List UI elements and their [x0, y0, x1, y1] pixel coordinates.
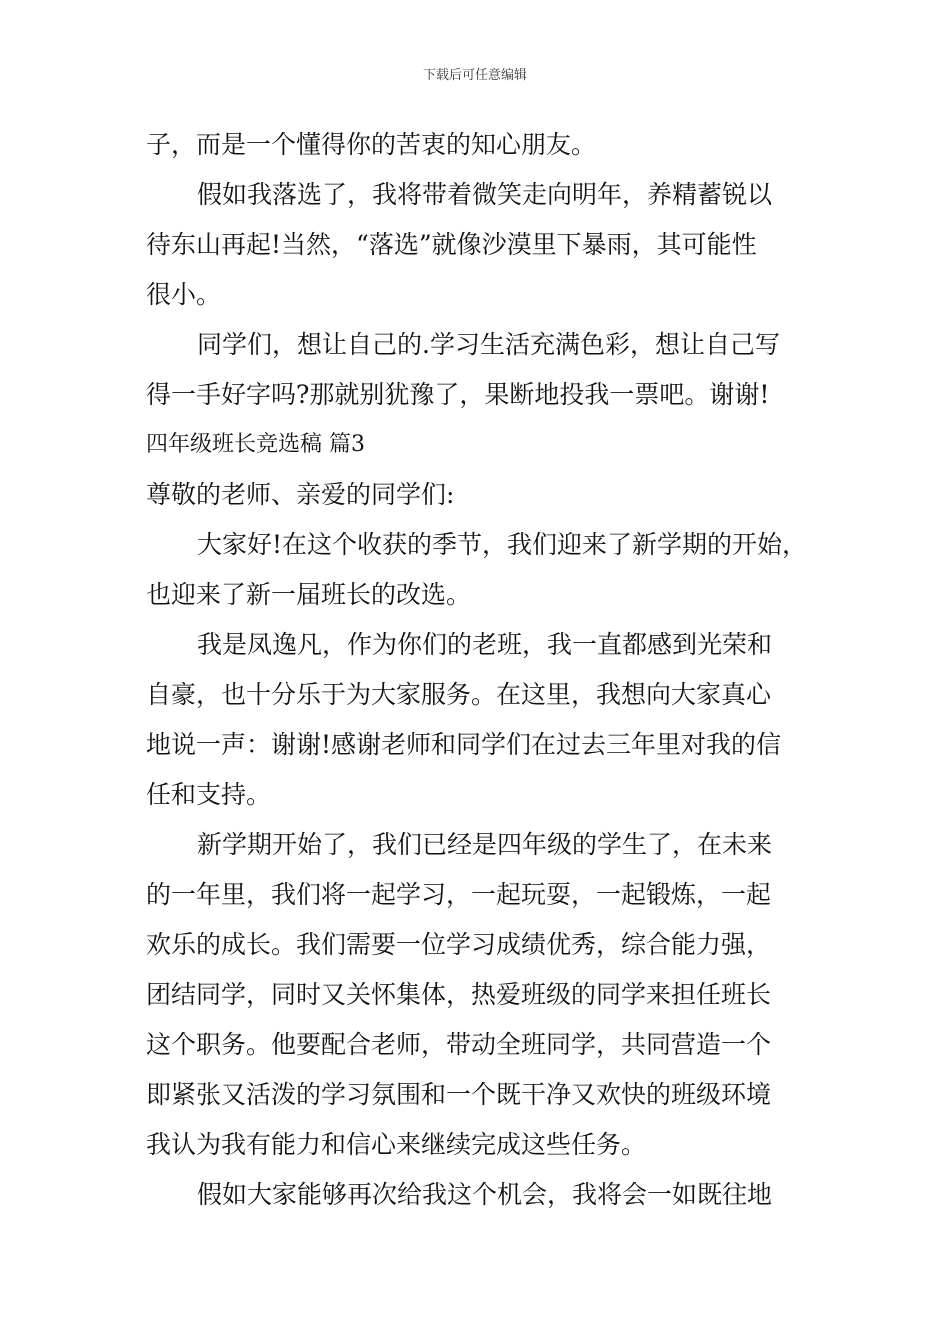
text-line: 地说一声：谢谢!感谢老师和同学们在过去三年里对我的信	[146, 730, 782, 759]
text-line: 我是凤逸凡，作为你们的老班，我一直都感到光荣和	[197, 630, 773, 659]
text-line: 任和支持。	[146, 780, 272, 809]
text-line: 子，而是一个懂得你的苦衷的知心朋友。	[146, 130, 597, 159]
text-line: 得一手好字吗?那就别犹豫了，果断地投我一票吧。谢谢!	[146, 380, 770, 409]
text-line: 假如大家能够再次给我这个机会，我将会一如既往地	[197, 1180, 773, 1209]
section-heading: 四年级班长竞选稿 篇3	[146, 432, 365, 457]
text-line: 新学期开始了，我们已经是四年级的学生了，在未来	[197, 830, 773, 859]
text-line: 很小。	[146, 280, 222, 309]
text-line: 待东山再起!当然，“落选”就像沙漠里下暴雨，其可能性	[146, 230, 757, 259]
text-line: 的一年里，我们将一起学习，一起玩耍，一起锻炼，一起	[146, 880, 772, 909]
text-line: 这个职务。他要配合老师，带动全班同学，共同营造一个	[146, 1030, 772, 1059]
text-line: 欢乐的成长。我们需要一位学习成绩优秀，综合能力强，	[146, 930, 772, 959]
text-line: 假如我落选了，我将带着微笑走向明年，养精蓄锐以	[197, 180, 773, 209]
text-line: 即紧张又活泼的学习氛围和一个既干净又欢快的班级环境	[146, 1080, 772, 1109]
text-line: 自豪，也十分乐于为大家服务。在这里，我想向大家真心	[146, 680, 772, 709]
salutation: 尊敬的老师、亲爱的同学们:	[146, 480, 455, 509]
text-line: 团结同学，同时又关怀集体，热爱班级的同学来担任班长	[146, 980, 772, 1009]
document-body	[146, 120, 816, 1220]
text-line: 大家好!在这个收获的季节，我们迎来了新学期的开始，	[197, 530, 808, 559]
text-line: 也迎来了新一届班长的改选。	[146, 580, 472, 609]
text-line: 同学们，想让自己的.学习生活充满色彩，想让自己写	[197, 330, 780, 359]
page-header: 下载后可任意编辑	[422, 68, 527, 83]
text-line: 我认为我有能力和信心来继续完成这些任务。	[146, 1130, 647, 1159]
